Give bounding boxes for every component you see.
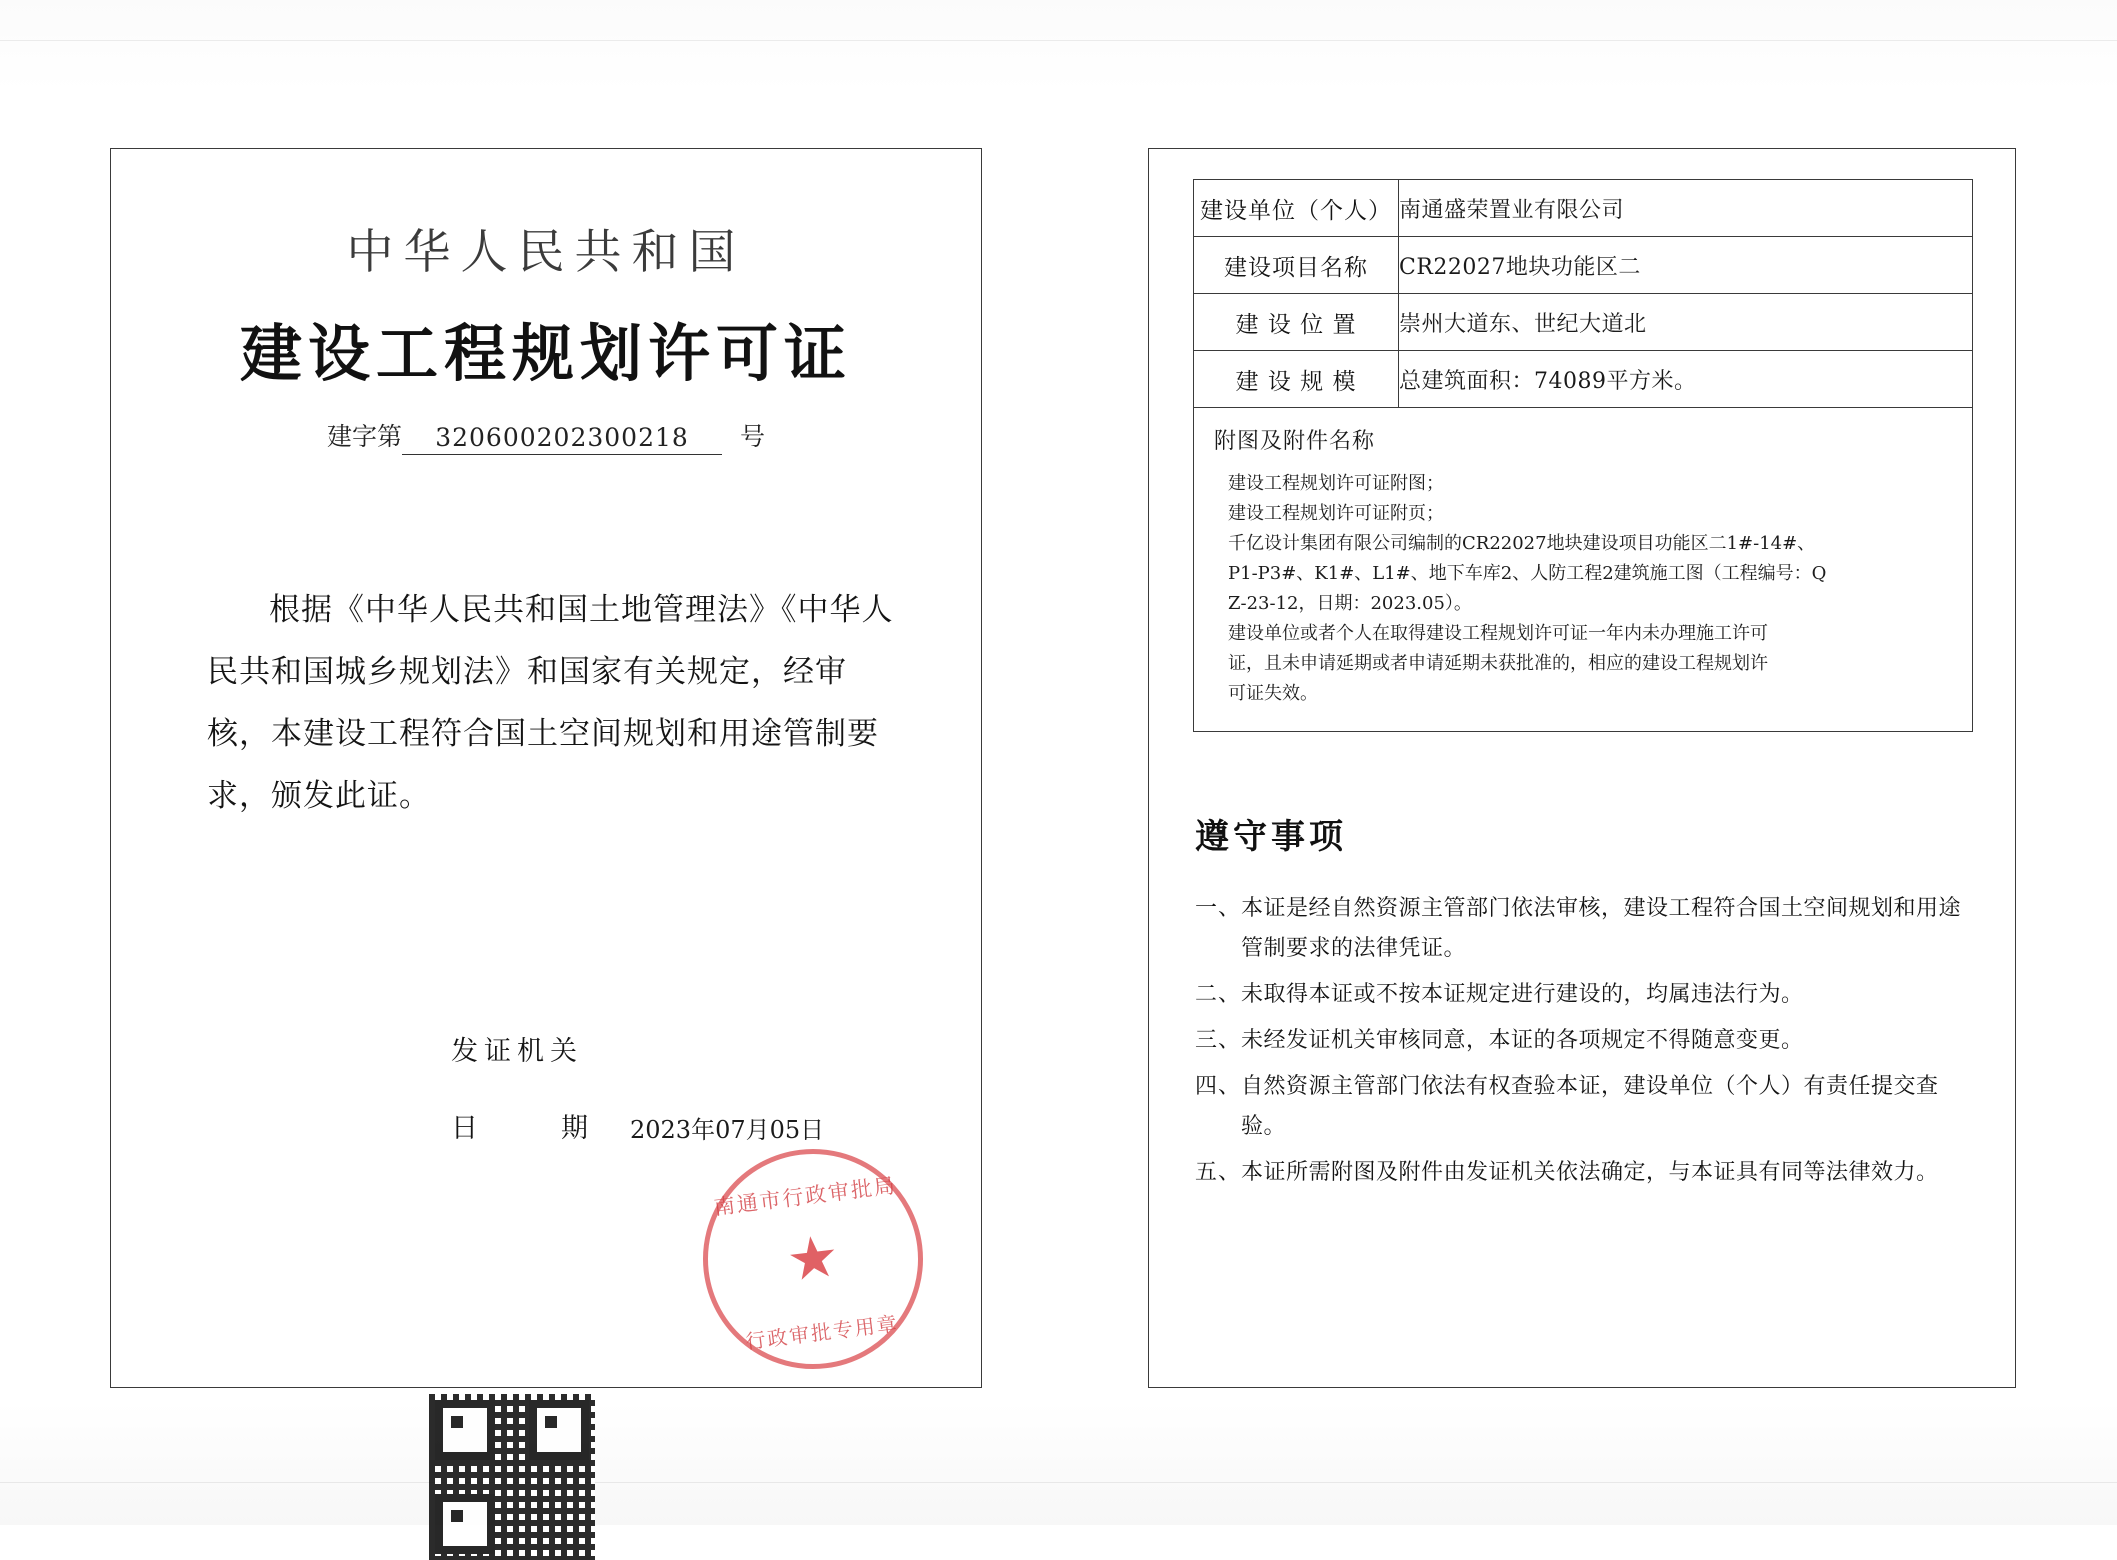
stamp-star-icon: ★ bbox=[783, 1223, 843, 1294]
scan-fold-line-top bbox=[0, 40, 2117, 41]
rule-text: 本证是经自然资源主管部门依法审核，建设工程符合国土空间规划和用途管制要求的法律凭证。 bbox=[1241, 896, 1962, 961]
table-row bbox=[1194, 351, 1973, 408]
info-label: 建 设 规 模 bbox=[1194, 351, 1399, 408]
certificate-number-label: 建字第 bbox=[326, 422, 402, 451]
certificate-title: 建设工程规划许可证 bbox=[239, 317, 852, 390]
table-row bbox=[1194, 180, 1973, 237]
attachment-cell bbox=[1194, 408, 1973, 732]
qr-finder-top-right bbox=[529, 1400, 589, 1460]
info-label: 建设单位（个人） bbox=[1194, 180, 1399, 237]
certificate-body-text: 根据《中华人民共和国土地管理法》《中华人民共和国城乡规划法》和国家有关规定，经审核，本建设工程符合国土空间规划和用途管制要求，颁发此证。 bbox=[207, 592, 894, 814]
info-value: 南通盛荣置业有限公司 bbox=[1399, 180, 1973, 237]
attachment-line: 可证失效。 bbox=[1228, 683, 1318, 704]
attachment-line: 建设单位或者个人在取得建设工程规划许可证一年内未办理施工许可 bbox=[1228, 623, 1768, 644]
table-row bbox=[1194, 237, 1973, 294]
rule-index: 四、 bbox=[1195, 1074, 1242, 1099]
date-label: 日 期 bbox=[451, 1113, 616, 1144]
qr-code bbox=[429, 1394, 595, 1560]
date-value: 2023年07月05日 bbox=[630, 1116, 825, 1144]
attachment-title: 附图及附件名称 bbox=[1214, 429, 1376, 454]
certificate-number-row bbox=[111, 417, 981, 455]
info-label: 建设项目名称 bbox=[1194, 237, 1399, 294]
qr-finder-bottom-left bbox=[435, 1494, 495, 1554]
list-item bbox=[1195, 975, 1965, 1015]
list-item bbox=[1195, 1153, 1965, 1193]
attachment-line: 证，且未申请延期或者申请延期未获批准的，相应的建设工程规划许 bbox=[1228, 653, 1768, 674]
rules-list bbox=[1195, 889, 1965, 1199]
stamp-bottom-text: 行政审批专用章 bbox=[744, 1311, 900, 1354]
rule-text: 未取得本证或不按本证规定进行建设的，均属违法行为。 bbox=[1241, 982, 1804, 1007]
list-item bbox=[1195, 1021, 1965, 1061]
certificate-number-suffix: 号 bbox=[740, 422, 766, 451]
rule-index: 三、 bbox=[1195, 1028, 1242, 1053]
rule-text: 未经发证机关审核同意，本证的各项规定不得随意变更。 bbox=[1241, 1028, 1804, 1053]
info-value: 崇州大道东、世纪大道北 bbox=[1399, 294, 1973, 351]
stamp-top-text: 南通市行政审批局 bbox=[712, 1173, 899, 1220]
rule-text: 本证所需附图及附件由发证机关依法确定，与本证具有同等法律效力。 bbox=[1241, 1160, 1939, 1185]
rule-index: 五、 bbox=[1195, 1160, 1242, 1185]
country-heading: 中华人民共和国 bbox=[346, 225, 746, 280]
attachment-line: 建设工程规划许可证附图； bbox=[1228, 473, 1444, 494]
attachment-line: P1-P3#、K1#、L1#、地下车库2、人防工程2建筑施工图（工程编号：Q bbox=[1228, 563, 1827, 584]
rule-index: 二、 bbox=[1195, 982, 1242, 1007]
info-value: 总建筑面积：74089平方米。 bbox=[1399, 351, 1973, 408]
qr-finder-top-left bbox=[435, 1400, 495, 1460]
info-value: CR22027地块功能区二 bbox=[1399, 237, 1973, 294]
issuer-line bbox=[451, 1029, 824, 1068]
attachment-line: Z-23-12，日期：2023.05）。 bbox=[1228, 593, 1472, 614]
attachment-line: 千亿设计集团有限公司编制的CR22027地块建设项目功能区二1#-14#、 bbox=[1228, 533, 1816, 554]
certificate-left-page bbox=[110, 148, 982, 1388]
project-info-table bbox=[1193, 179, 1973, 732]
attachment-row bbox=[1194, 408, 1973, 732]
list-item bbox=[1195, 1067, 1965, 1147]
table-row bbox=[1194, 294, 1973, 351]
rule-index: 一、 bbox=[1195, 896, 1242, 921]
list-item bbox=[1195, 889, 1965, 969]
certificate-right-page bbox=[1148, 148, 2016, 1388]
rules-heading: 遵守事项 bbox=[1195, 817, 1347, 857]
issuer-label: 发证机关 bbox=[451, 1036, 583, 1067]
rule-text: 自然资源主管部门依法有权查验本证，建设单位（个人）有责任提交查验。 bbox=[1241, 1074, 1939, 1139]
certificate-number-value: 320600202300218 bbox=[402, 423, 722, 455]
scan-fold-line-bottom bbox=[0, 1482, 2117, 1483]
date-line bbox=[451, 1106, 824, 1145]
info-label: 建 设 位 置 bbox=[1194, 294, 1399, 351]
attachment-line: 建设工程规划许可证附页； bbox=[1228, 503, 1444, 524]
attachment-body bbox=[1214, 469, 1952, 709]
